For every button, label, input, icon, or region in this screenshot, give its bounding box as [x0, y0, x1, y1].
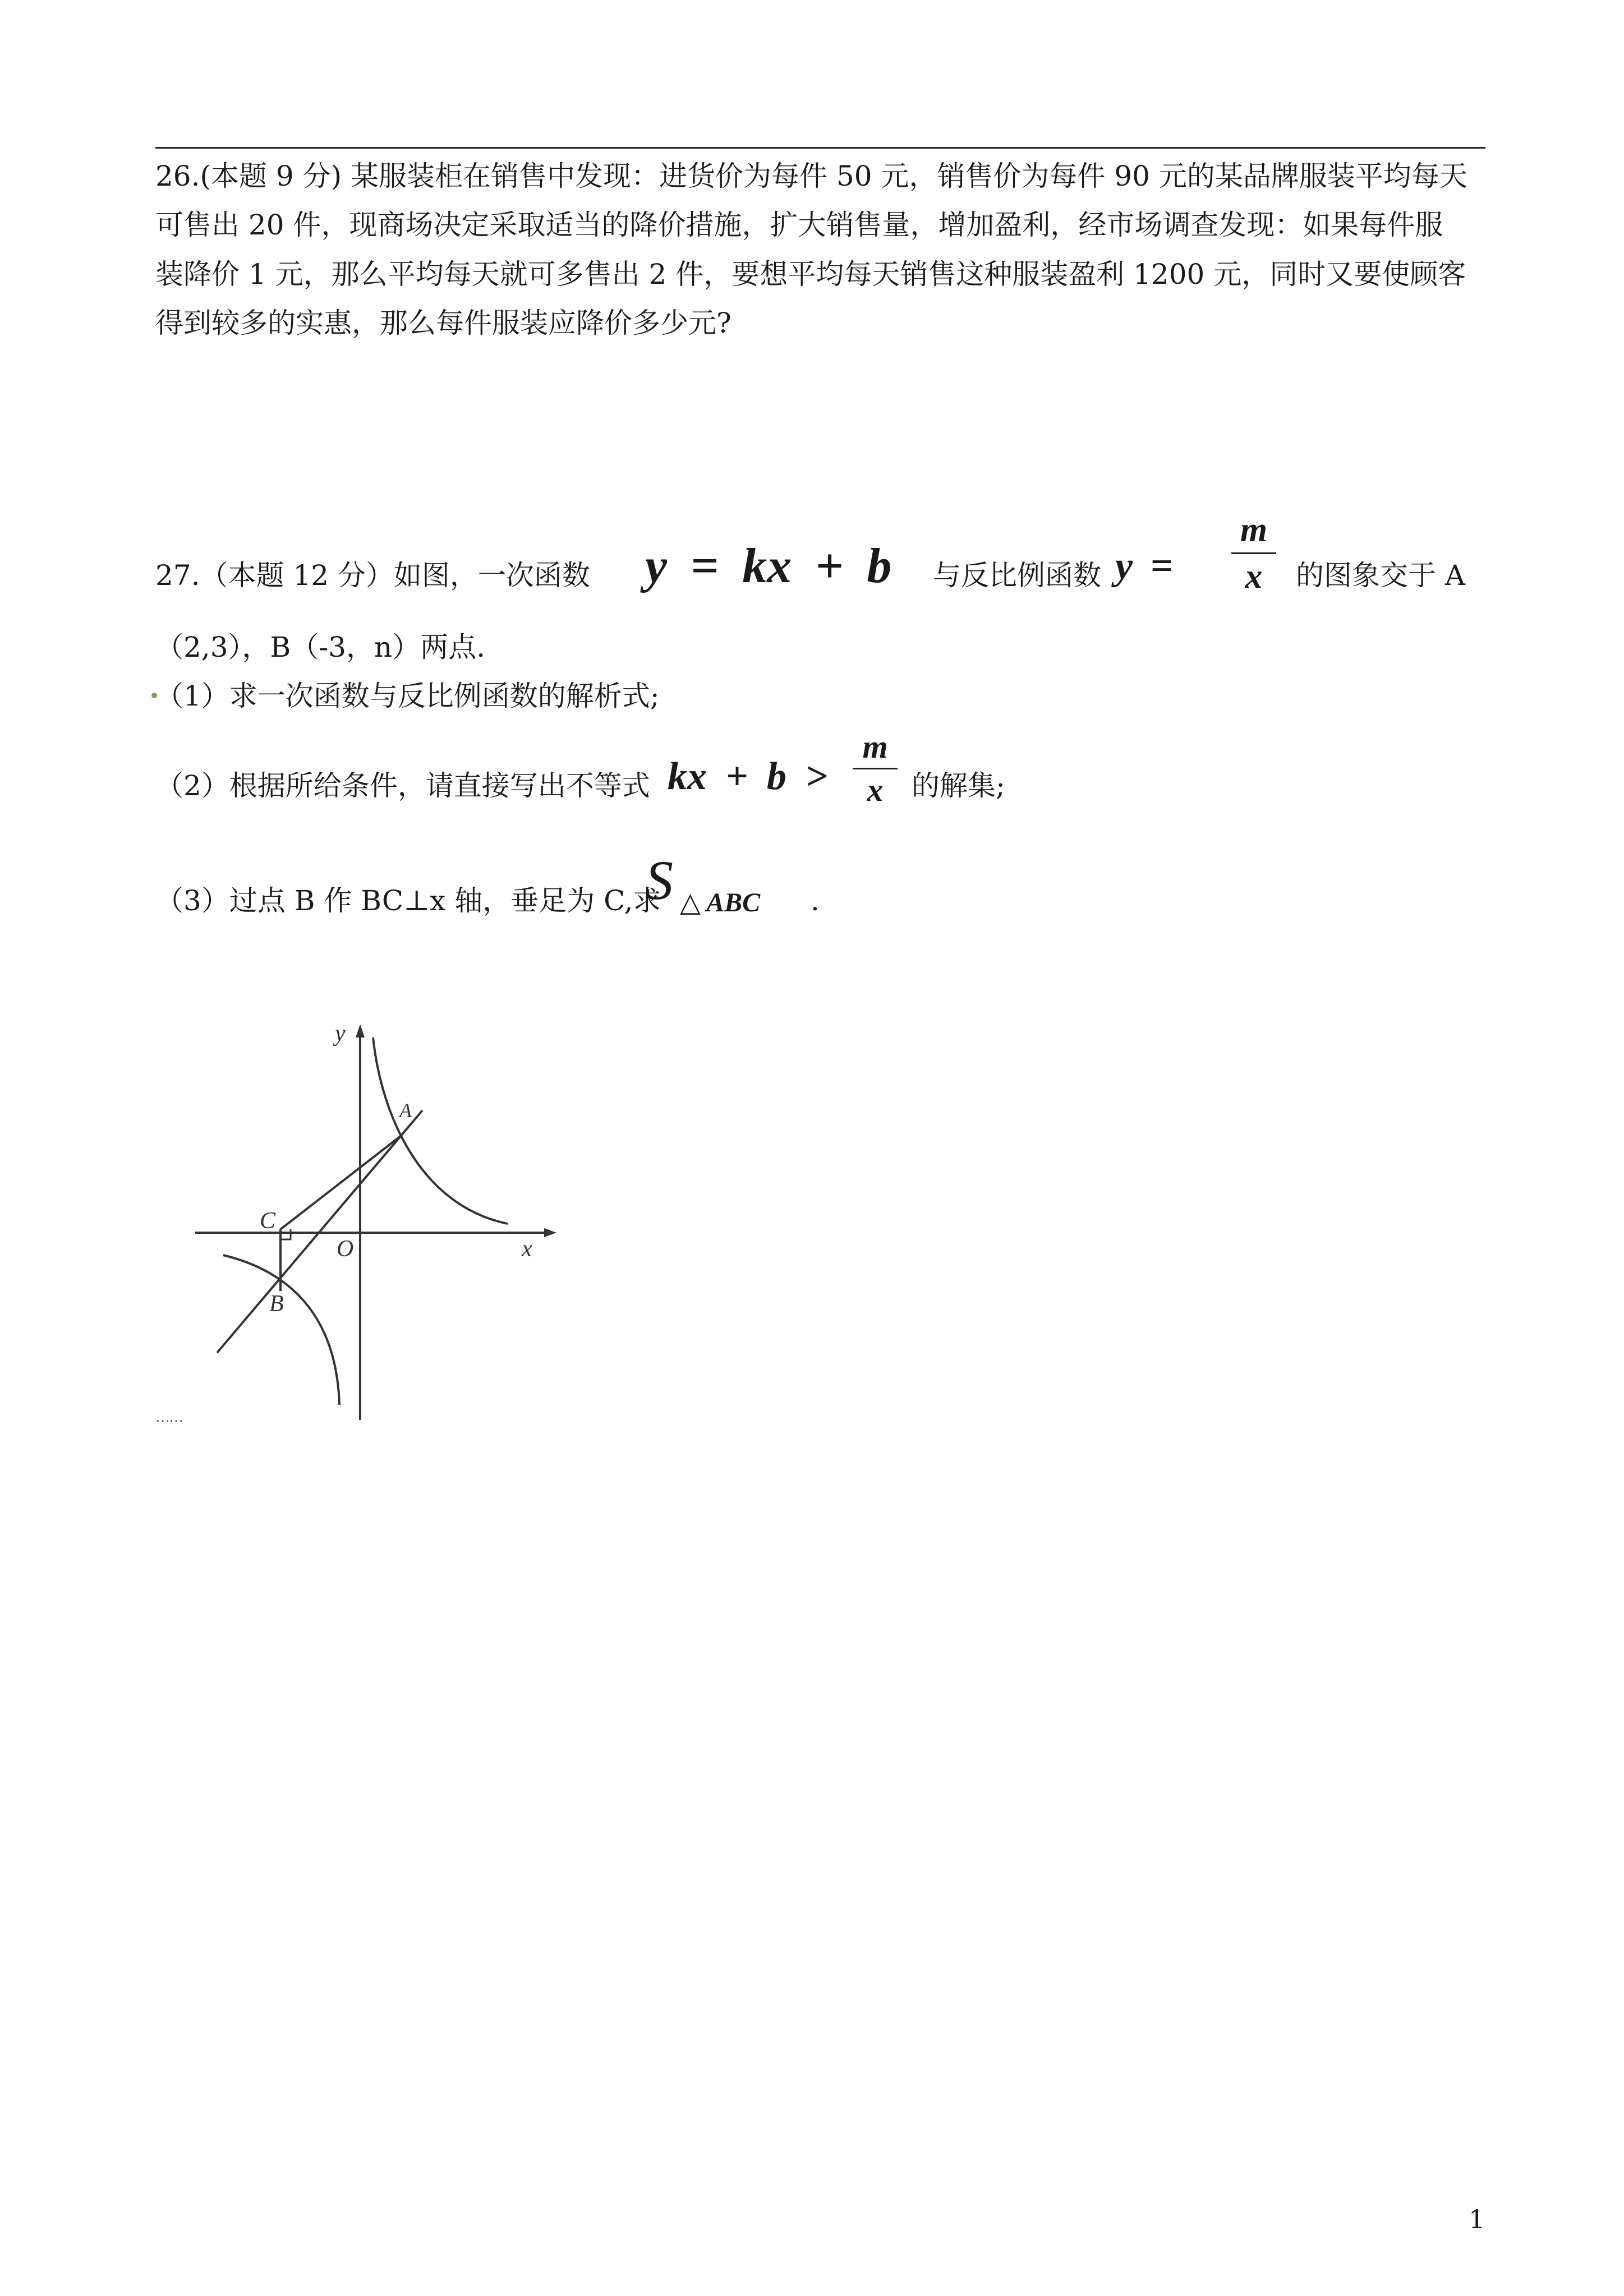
label-y: y [335, 1021, 346, 1046]
x-axis-arrow [544, 1228, 556, 1237]
right-angle-mark [280, 1229, 291, 1239]
hyperbola-branch-first-quadrant [373, 1038, 508, 1224]
q27-mid: 与反比例函数 [933, 559, 1101, 592]
q27-part-2-suffix: 的解集; [912, 769, 1005, 802]
q27-part-2-expression: kx + b > [668, 755, 828, 798]
q27-part-2-numerator: m [862, 729, 888, 765]
label-O: O [337, 1236, 354, 1262]
q27-part-3-suffix: . [811, 884, 820, 917]
q27-inverse-fraction [1231, 508, 1276, 599]
page-number: 1 [1469, 2204, 1485, 2234]
q27-prefix: 27.（本题 12 分）如图，一次函数 [155, 559, 590, 592]
q27-part-2-denominator: x [867, 772, 884, 808]
q27-inverse-numerator: m [1240, 511, 1268, 549]
q27-part-2-prefix: （2）根据所给条件，请直接写出不等式 [155, 769, 650, 802]
q27-part-3-area-symbol: S [645, 849, 673, 911]
header-rule [155, 147, 1485, 149]
q27-inverse-denominator: x [1245, 557, 1263, 596]
function-graph-figure [185, 1021, 567, 1424]
label-C: C [260, 1208, 276, 1234]
q27-part-3-prefix: （3）过点 B 作 BC⊥x 轴，垂足为 C,求 [155, 884, 661, 917]
q26-line-4: 得到较多的实惠，那么每件服装应降价多少元? [155, 307, 732, 339]
q27-suffix: 的图象交于 A [1296, 559, 1466, 592]
q27-part-2-fraction [853, 726, 898, 811]
label-A: A [399, 1099, 412, 1122]
segment-CA [280, 1136, 401, 1229]
label-B: B [269, 1291, 284, 1317]
q26-line-3: 装降价 1 元，那么平均每天就可多售出 2 件，要想平均每天销售这种服装盈利 1200 元，同时又要使顾客 [155, 258, 1466, 291]
q27-part-3-subscript: △ ABC [680, 888, 761, 918]
q27-linear-function: y = kx + b [645, 539, 892, 593]
q27-inverse-lhs: y = [1115, 545, 1173, 588]
y-axis-arrow [356, 1024, 365, 1038]
q27-line-2: （2,3），B（-3，n）两点. [155, 631, 486, 663]
footer-dots: …… [155, 1409, 182, 1426]
q26-line-1: 26.(本题 9 分) 某服装柜在销售中发现：进货价为每件 50 元，销售价为每件 90 元的某品牌服装平均每天 [155, 160, 1467, 192]
q27-part-1: （1）求一次函数与反比例函数的解析式; [155, 680, 660, 712]
label-x: x [522, 1236, 532, 1262]
q26-line-2: 可售出 20 件，现商场决定采取适当的降价措施，扩大销售量，增加盈利，经市场调查发现：如果每件服 [155, 209, 1443, 241]
